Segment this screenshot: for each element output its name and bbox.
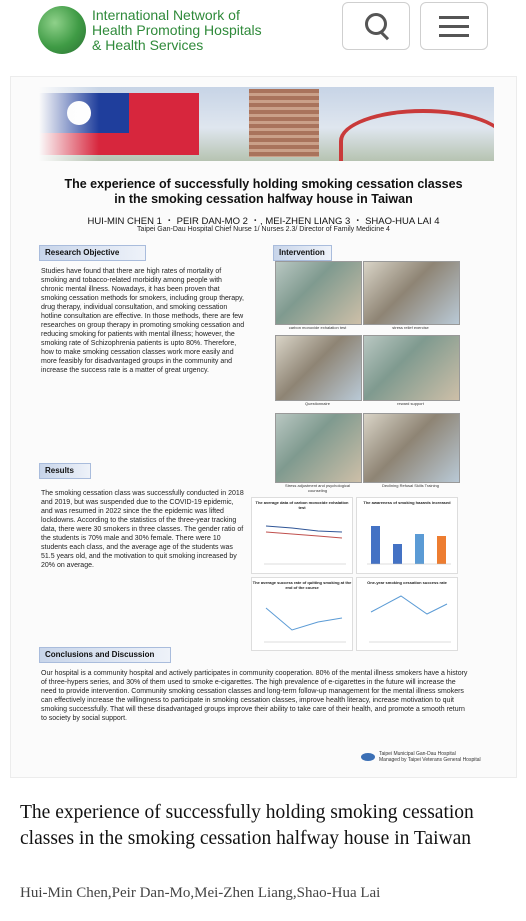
poster-title [31,177,496,207]
chart-success-rate [251,577,353,651]
search-button[interactable] [342,2,410,50]
results-text: The smoking cessation class was successfully conducted in 2018 and 2019, but was suspended due to the COVID-19 epidemic, and was resumed in 2022 since the the epidemic was lifted lockdowns. According to the statistics of the three-year tracking data, there were 30 smokers in three classes. The gender ratio of the students is 70% male and 30% female. There were 10 students each class, and the average age of the students was 51.5 years old, and the motivation to quit smoking increased by 20% on average. [41,490,244,569]
conclusions-text: Our hospital is a community hospital and actively participates in community cooperation. 80% of the mental illness smokers have a history of three-hypers series, and 30% of them used to smoke e-cigarettes. The high prevalence of e-cigarettes in the future will increase the need to provide intervention. Community smoking cessation classes and long-term follow-up management for the mental illness smokers can effectively increase the willingness to participate in smoking cessation classes, improve health literacy, increase motivation to quit smoking successfully. That will these disadvantaged groups improve their ability to take care of their health, and promote a smooth return to society by social support. [41,670,468,722]
chart-awareness-svg [357,498,457,573]
logo-line-1: International Network of [92,7,240,23]
chart-success-title: The average success rate of quitting smoking at the end of the course [252,580,352,590]
awareness-bar-2 [393,544,402,564]
menu-button[interactable] [420,2,488,50]
chart-co-svg [252,498,352,573]
intervention-photo-5 [275,413,362,483]
awareness-bar-3 [415,534,424,564]
co-series-2 [266,532,342,538]
awareness-bar-4 [437,536,446,564]
caption-questionnaire: Questionnaire [305,401,330,406]
site-logo-text[interactable] [92,8,332,53]
chart-co-exhalation [251,497,353,574]
intervention-photo-6 [363,413,460,483]
poster-title-line-1: The experience of successfully holding smoking cessation classes [64,177,463,191]
intervention-heading: Intervention [273,245,332,261]
hamburger-menu-icon-bar [439,34,469,37]
poster-banner [39,87,494,161]
article-authors: Hui-Min Chen,Peir Dan-Mo,Mei-Zhen Liang,Shao-Hua Lai [20,885,381,901]
poster-affiliation: Taipei Gan-Dau Hospital Chief Nurse 1/ Nurses 2.3/ Director of Family Medicine 4 [137,226,390,233]
article-title[interactable]: The experience of successfully holding smoking cessation classes in the smoking cessation halfway house in Taiwan [20,802,474,849]
banner-fade [39,87,99,161]
results-heading: Results [39,463,91,479]
hospital-logo-text [379,751,481,763]
chart-co-title: The average data of carbon monoxide exhalation test [255,500,349,510]
research-objective-text: Studies have found that there are high rates of mortality of smoking and tobacco-related morbidity among people with chronic mental illness. Nowadays, it has been proven that smoking cessation methods for smokers, including group therapy, drug therapy, individual consultation, and smoking cessation hotline consultation are effective. In those methods, there are few researches on group therapy in promoting smoking cessation and reducing smoking for patients with mental illness; however, the smoking rate of Schizophrenia patients is upto 80%. Therefore, how to make smoking cessation classes work more easily and more feasibly for disadvantaged groups in the community and increase the success rate is a matter of great urgency. [41,268,245,374]
red-bridge-image [339,109,494,161]
caption-co-test: carbon monoxide exhalation test [288,325,347,330]
oneyear-series [371,596,447,614]
awareness-bar-1 [371,526,380,564]
caption-reward: reward support [397,401,424,406]
hospital-building-image [249,89,319,157]
poster-authors: HUI-MIN CHEN 1 ・ PEIR DAN-MO 2 ・, MEI-ZHEN LIANG 3 ・ SHAO-HUA LAI 4 [87,216,440,227]
hospital-logo-icon [361,753,375,761]
chart-success-svg [252,578,352,650]
hospital-logo-line-1: Taipei Municipal Gan-Dau Hospital [379,751,456,757]
conclusions-heading: Conclusions and Discussion [39,647,171,663]
poster-image [10,76,517,778]
chart-one-year [356,577,458,651]
caption-stress-relief: stress relief exercise [392,325,429,330]
intervention-photo-2 [363,261,460,325]
hamburger-menu-icon-bar [439,25,469,28]
caption-refusal-skills: Declining Refusal Skills Training [382,483,439,488]
search-icon [365,13,387,35]
search-icon-handle [380,31,389,40]
chart-awareness-title: The awareness of smoking hazards increased [363,500,451,505]
hospital-footer-logo [361,749,481,767]
caption-stress-adjustment: Stress adjustment and psychological counseling [285,483,350,493]
intervention-photo-1 [275,261,362,325]
logo-line-3: & Health Services [92,37,204,53]
chart-oneyear-svg [357,578,457,650]
site-header [0,0,526,70]
chart-awareness [356,497,458,574]
hospital-logo-line-2: Managed by Taipei Veterans General Hospital [379,757,481,763]
hph-logo-icon[interactable] [38,6,86,54]
logo-line-2: Health Promoting Hospitals [92,22,262,38]
intervention-photo-4 [363,335,460,401]
research-objective-heading: Research Objective [39,245,146,261]
success-series [266,608,342,630]
intervention-photo-3 [275,335,362,401]
chart-oneyear-title: One-year smoking cessation success rate [367,580,447,585]
co-series-1 [266,526,342,532]
hamburger-menu-icon [439,16,469,19]
poster-title-line-2: in the smoking cessation halfway house in Taiwan [114,192,413,206]
